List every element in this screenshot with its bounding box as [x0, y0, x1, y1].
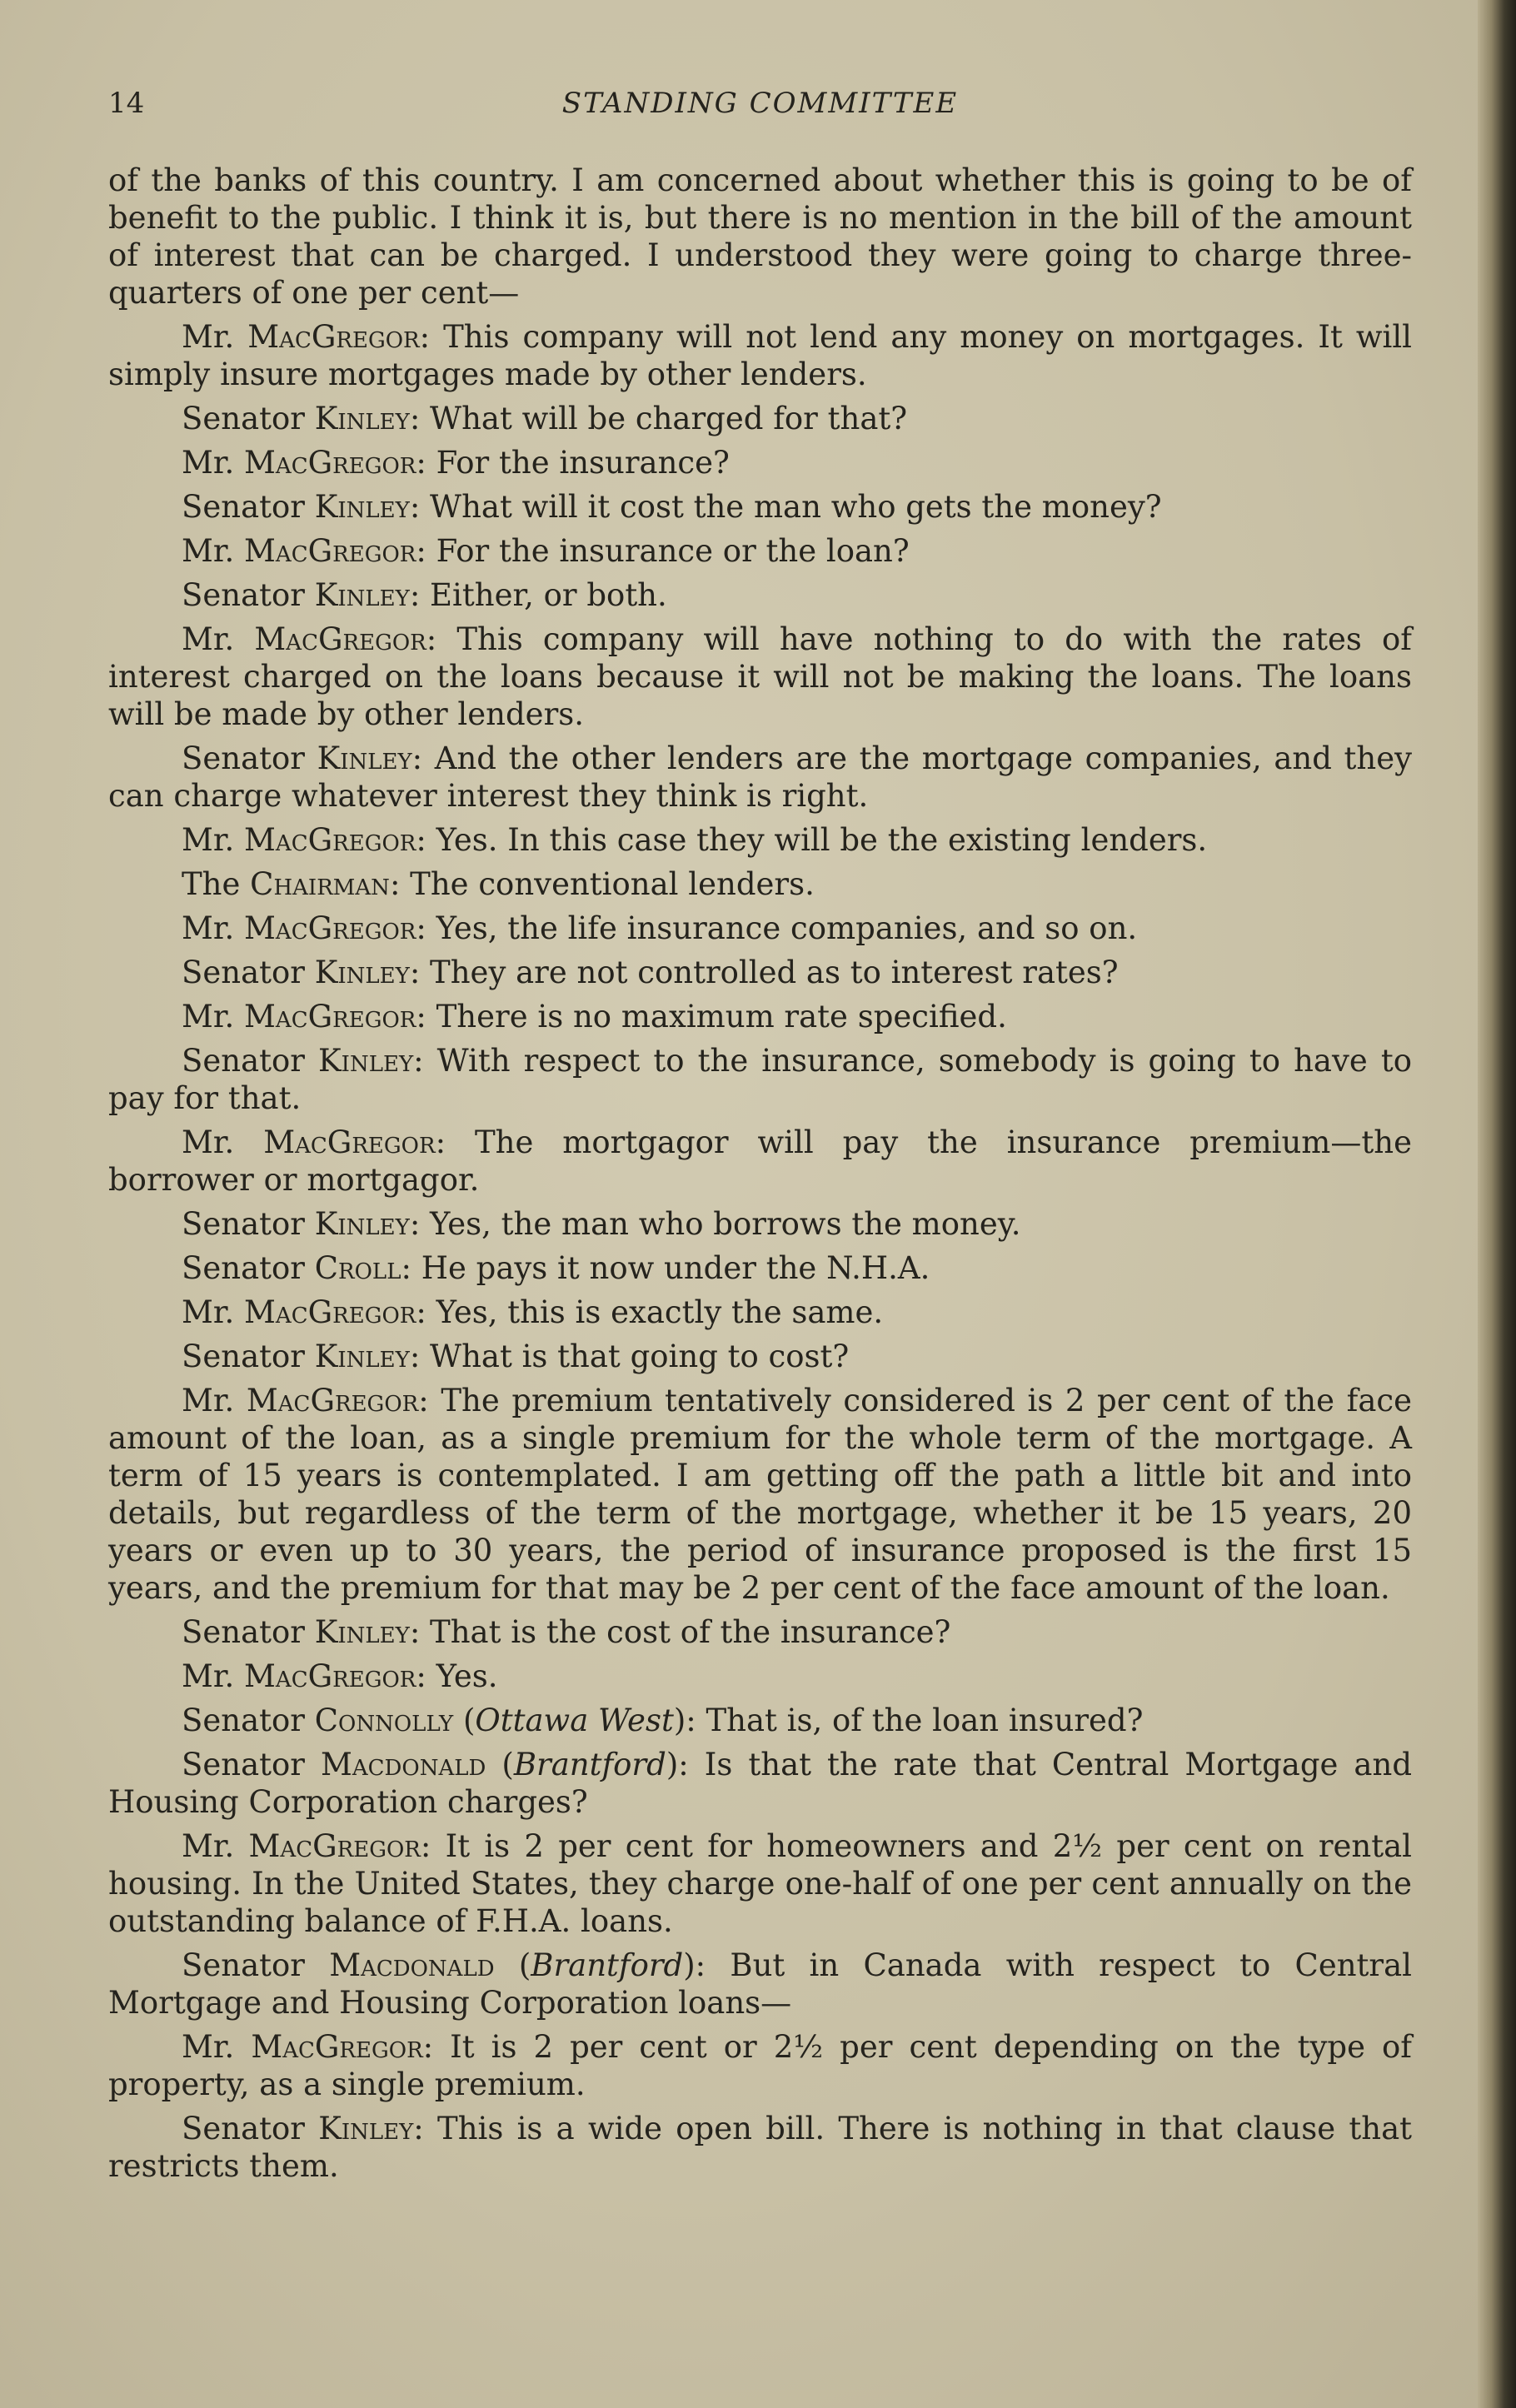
- paragraph: Senator Connolly (Ottawa West): That is, of the loan insured?: [182, 1703, 1144, 1738]
- speech-text: What is that going to cost?: [430, 1339, 850, 1374]
- speaker-title: Mr.: [182, 319, 235, 355]
- speech-text: What will it cost the man who gets the money?: [430, 489, 1162, 525]
- speaker-name: Kinley: [314, 577, 410, 613]
- speaker-name: MacGregor: [251, 2029, 423, 2065]
- page-binding-edge: [1478, 0, 1516, 2408]
- speech-text: This is a wide open bill. There is nothing in that clause that restricts them.: [108, 2111, 1413, 2184]
- speaker-name: Kinley: [317, 740, 412, 776]
- speaker-title: Senator: [182, 1614, 305, 1650]
- speaker-name: MacGregor: [244, 1658, 416, 1694]
- speech-text: He pays it now under the N.H.A.: [421, 1250, 930, 1286]
- paragraph: Mr. MacGregor: For the insurance or the loan?: [182, 533, 910, 569]
- paragraph: Senator Macdonald (Brantford): But in Canada with respect to Central Mortgage and Housing Corporation loans—: [108, 1947, 1412, 2021]
- paragraph: Senator Croll: He pays it now under the N.H.A.: [182, 1250, 930, 1286]
- speech-text: Yes. In this case they will be the existing lenders.: [436, 822, 1208, 858]
- speaker-title: Senator: [182, 1206, 305, 1242]
- speaker-name: Connolly: [314, 1703, 454, 1738]
- paragraph: Mr. MacGregor: This company will have nothing to do with the rates of interest charged on the loans because it will not be making the loans. The loans will be made by other lenders.: [108, 621, 1412, 732]
- speaker-title: Senator: [182, 1250, 305, 1286]
- paragraph: Mr. MacGregor: This company will not lend any money on mortgages. It will simply insure mortgages made by other lenders.: [108, 319, 1412, 392]
- speech-text: Yes, the life insurance companies, and so on.: [436, 910, 1138, 946]
- paragraph: Mr. MacGregor: For the insurance?: [182, 445, 730, 481]
- speech-text: For the insurance or the loan?: [436, 533, 910, 569]
- paragraph: Mr. MacGregor: The premium tentatively considered is 2 per cent of the face amount of the loan, as a single premium for the whole term of the mortgage. A term of 15 years is contemplated. I am getting off the path a little bit and into details, but regardless of the term of the mortgage, whether it be 15 years, 20 years or even up to 30 years, the period of insurance proposed is the first 15 years, and the premium for that may be 2 per cent of the face amount of the loan.: [108, 1383, 1412, 1606]
- speaker-name: Kinley: [318, 2111, 414, 2146]
- speaker-title: Senator: [182, 1947, 305, 1983]
- speaker-title: Mr.: [182, 621, 235, 657]
- paragraph: Mr. MacGregor: Yes, this is exactly the same.: [182, 1294, 884, 1330]
- speaker-name: Kinley: [318, 1043, 414, 1079]
- paragraph: Senator Kinley: Yes, the man who borrows the money.: [182, 1206, 1021, 1242]
- transcript-body: [108, 162, 1412, 2191]
- speaker-title: Mr.: [182, 822, 235, 858]
- speech-text: And the other lenders are the mortgage companies, and they can charge whatever interest they think is right.: [108, 740, 1413, 814]
- speech-text: Is that the rate that Central Mortgage and Housing Corporation charges?: [108, 1747, 1412, 1820]
- speaker-title: Senator: [182, 1703, 305, 1738]
- speech-text: Yes, the man who borrows the money.: [430, 1206, 1021, 1242]
- paragraph: Senator Macdonald (Brantford): Is that the rate that Central Mortgage and Housing Corporation charges?: [108, 1747, 1412, 1820]
- speaker-name: Croll: [314, 1250, 401, 1286]
- speech-text: That is, of the loan insured?: [706, 1703, 1144, 1738]
- speaker-name: MacGregor: [244, 822, 416, 858]
- paragraph: Senator Kinley: They are not controlled as to interest rates?: [182, 955, 1119, 990]
- speaker-name: Kinley: [314, 489, 410, 525]
- paragraph: Senator Kinley: What will be charged for that?: [182, 401, 908, 436]
- speech-text: The premium tentatively considered is 2 per cent of the face amount of the loan, as a single premium for the whole term of the mortgage. A term of 15 years is contemplated. I am getting off the path a little bit and into details, but regardless of the term of the mortgage, whether it be 15 years, 20 years or even up to 30 years, the period of insurance proposed is the first 15 years, and the premium for that may be 2 per cent of the face amount of the loan.: [108, 1383, 1412, 1606]
- speaker-name: Kinley: [314, 401, 410, 436]
- speaker-title: The: [182, 866, 241, 902]
- speaker-name: Kinley: [314, 1614, 410, 1650]
- speech-text: The mortgagor will pay the insurance premium—the borrower or mortgagor.: [108, 1124, 1412, 1198]
- speaker-name: MacGregor: [244, 533, 416, 569]
- speaker-name: Chairman: [250, 866, 390, 902]
- speaker-title: Senator: [182, 1339, 305, 1374]
- speaker-title: Mr.: [182, 1294, 235, 1330]
- speaker-name: MacGregor: [246, 1383, 419, 1418]
- speaker-name: MacGregor: [244, 1294, 416, 1330]
- speech-text: There is no maximum rate specified.: [436, 999, 1007, 1034]
- speaker-title: Mr.: [182, 2029, 235, 2065]
- speaker-name: MacGregor: [254, 621, 426, 657]
- speaker-name: MacGregor: [244, 999, 416, 1034]
- speaker-title: Senator: [182, 489, 305, 525]
- paragraph: Senator Kinley: What will it cost the man who gets the money?: [182, 489, 1162, 525]
- paragraph: Senator Kinley: That is the cost of the insurance?: [182, 1614, 951, 1650]
- page-header: [108, 87, 1412, 133]
- speech-text: It is 2 per cent or 2½ per cent depending on the type of property, as a single premium.: [108, 2029, 1412, 2102]
- paragraph: Mr. MacGregor: Yes, the life insurance companies, and so on.: [182, 910, 1138, 946]
- paragraph: Mr. MacGregor: Yes. In this case they will be the existing lenders.: [182, 822, 1208, 858]
- speaker-title: Mr.: [182, 445, 235, 481]
- speaker-title: Senator: [182, 2111, 305, 2146]
- paragraph: Senator Kinley: What is that going to cost?: [182, 1339, 850, 1374]
- speaker-place: Brantford: [531, 1947, 684, 1983]
- speech-text: Either, or both.: [430, 577, 667, 613]
- paragraph: Senator Kinley: And the other lenders are the mortgage companies, and they can charge whatever interest they think is right.: [108, 740, 1413, 814]
- speaker-title: Senator: [182, 401, 305, 436]
- speaker-name: MacGregor: [244, 445, 416, 481]
- paragraph: Mr. MacGregor: There is no maximum rate specified.: [182, 999, 1007, 1034]
- speech-text: That is the cost of the insurance?: [430, 1614, 951, 1650]
- speech-text: of the banks of this country. I am concerned about whether this is going to be of benefit to the public. I think it is, but there is no mention in the bill of the amount of interest that can be charged. I understood they were going to charge three-quarters of one per cent—: [108, 162, 1412, 311]
- speaker-title: Mr.: [182, 1828, 235, 1864]
- speech-text: The conventional lenders.: [410, 866, 815, 902]
- speech-text: With respect to the insurance, somebody is going to have to pay for that.: [108, 1043, 1412, 1116]
- speaker-title: Mr.: [182, 1124, 235, 1160]
- speaker-title: Senator: [182, 577, 305, 613]
- speaker-name: MacGregor: [244, 910, 416, 946]
- speech-text: They are not controlled as to interest rates?: [430, 955, 1119, 990]
- speech-text: Yes, this is exactly the same.: [436, 1294, 884, 1330]
- paragraph: Senator Kinley: With respect to the insurance, somebody is going to have to pay for that.: [108, 1043, 1412, 1116]
- paragraph: Mr. MacGregor: It is 2 per cent or 2½ per cent depending on the type of property, as a single premium.: [108, 2029, 1412, 2102]
- speaker-name: MacGregor: [247, 319, 420, 355]
- speaker-name: Macdonald: [321, 1747, 486, 1782]
- speech-text: This company will not lend any money on mortgages. It will simply insure mortgages made by other lenders.: [108, 319, 1412, 392]
- speaker-title: Mr.: [182, 1383, 235, 1418]
- paragraph: Mr. MacGregor: The mortgagor will pay the insurance premium—the borrower or mortgagor.: [108, 1124, 1412, 1198]
- speaker-title: Senator: [182, 1747, 305, 1782]
- running-head: STANDING COMMITTEE: [561, 87, 959, 120]
- speaker-place: Ottawa West: [475, 1703, 674, 1738]
- page-number: 14: [108, 87, 145, 120]
- speaker-title: Senator: [182, 740, 305, 776]
- speaker-name: MacGregor: [248, 1828, 421, 1864]
- speech-text: What will be charged for that?: [430, 401, 908, 436]
- speaker-name: Macdonald: [329, 1947, 495, 1983]
- paragraph: Senator Kinley: This is a wide open bill. There is nothing in that clause that restricts them.: [108, 2111, 1413, 2184]
- speech-text: For the insurance?: [436, 445, 730, 481]
- paragraph: Mr. MacGregor: It is 2 per cent for homeowners and 2½ per cent on rental housing. In the United States, they charge one-half of one per cent annually on the outstanding balance of F.H.A. loans.: [108, 1828, 1413, 1939]
- speech-text: This company will have nothing to do with the rates of interest charged on the loans because it will not be making the loans. The loans will be made by other lenders.: [108, 621, 1412, 732]
- paragraph: Mr. MacGregor: Yes.: [182, 1658, 498, 1694]
- speaker-place: Brantford: [513, 1747, 666, 1782]
- speaker-name: MacGregor: [263, 1124, 436, 1160]
- speaker-title: Senator: [182, 955, 305, 990]
- speaker-name: Kinley: [314, 1206, 410, 1242]
- speaker-title: Senator: [182, 1043, 305, 1079]
- paragraph-continuation: [108, 162, 1412, 312]
- speech-text: But in Canada with respect to Central Mortgage and Housing Corporation loans—: [108, 1947, 1412, 2021]
- speaker-title: Mr.: [182, 1658, 235, 1694]
- speaker-name: Kinley: [314, 955, 410, 990]
- speaker-name: Kinley: [314, 1339, 410, 1374]
- speech-text: Yes.: [436, 1658, 498, 1694]
- speaker-title: Mr.: [182, 910, 235, 946]
- paragraph: The Chairman: The conventional lenders.: [182, 866, 815, 902]
- paragraph: Senator Kinley: Either, or both.: [182, 577, 667, 613]
- speaker-title: Mr.: [182, 999, 235, 1034]
- speaker-title: Mr.: [182, 533, 235, 569]
- speech-text: It is 2 per cent for homeowners and 2½ per cent on rental housing. In the United States, they charge one-half of one per cent annually on the outstanding balance of F.H.A. loans.: [108, 1828, 1413, 1939]
